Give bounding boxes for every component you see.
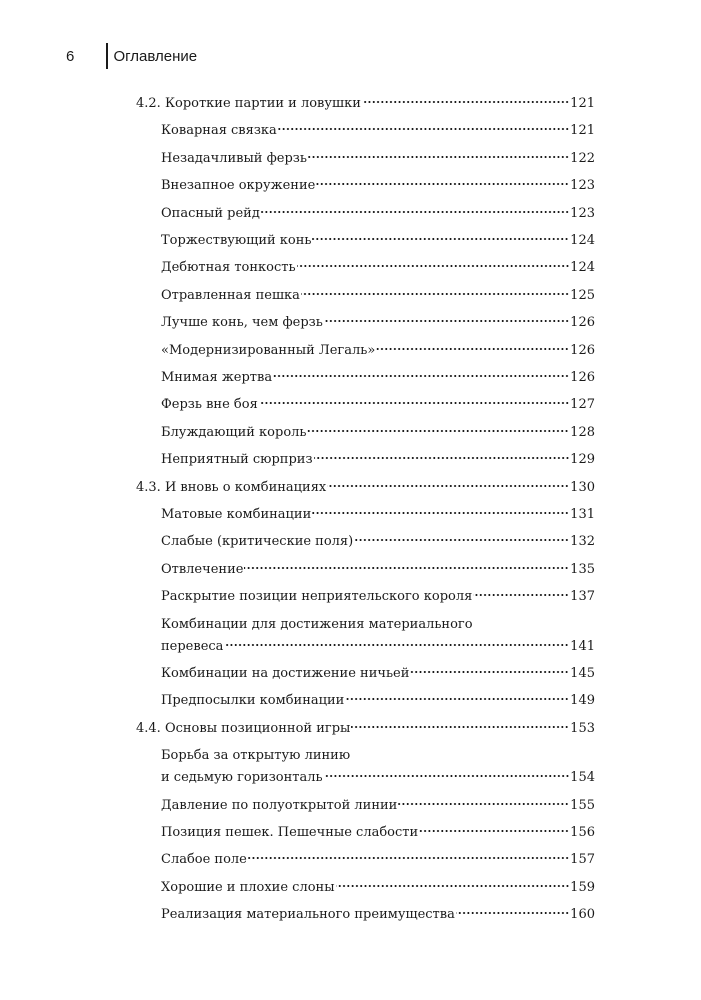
- dot-leader: [259, 401, 569, 405]
- toc-entry-title: и седьмую горизонталь: [161, 770, 323, 786]
- toc-entry-title: «Модернизированный Легаль»: [161, 342, 376, 358]
- toc-entry-page-number: 122: [570, 150, 595, 166]
- running-header: [66, 44, 197, 68]
- dot-leader: [301, 292, 569, 296]
- dot-leader: [327, 484, 569, 488]
- toc-entry-page-number: 132: [570, 534, 595, 550]
- toc-entry-page-number: 124: [570, 233, 595, 248]
- toc-entry-title: Отвлечение: [161, 561, 244, 577]
- toc-entry-page-number: 128: [570, 424, 595, 440]
- dot-leader: [419, 829, 569, 833]
- toc-entry-title-line1: Комбинации для достижения материального: [161, 616, 473, 632]
- toc-entry-title: Комбинации на достижение ничьей: [161, 666, 410, 681]
- dot-leader: [345, 697, 569, 701]
- toc-entry-title: 4.2. Короткие партии и ловушки: [136, 96, 361, 111]
- toc-entry-page-number: 160: [570, 907, 595, 923]
- dot-leader: [354, 538, 569, 542]
- dot-leader: [336, 884, 570, 888]
- toc-entry-page-number: 141: [570, 638, 595, 654]
- dot-leader: [376, 347, 569, 351]
- toc-entry-page-number: 123: [570, 178, 595, 194]
- dot-leader: [224, 643, 569, 647]
- toc-entry-title: Дебютная тонкость: [161, 260, 296, 276]
- dot-leader: [244, 566, 569, 570]
- dot-leader: [248, 856, 569, 860]
- toc-entry-title: Лучше конь, чем ферзь: [161, 315, 323, 331]
- page-number: 6: [66, 47, 75, 65]
- toc-entry-title: Торжествующий конь: [161, 233, 312, 248]
- toc-entry-title: Реализация материального преимущества: [161, 907, 455, 923]
- toc-entry-page-number: 154: [570, 770, 595, 786]
- toc-entry-page-number: 121: [570, 96, 595, 111]
- toc-entry-page-number: 123: [570, 205, 595, 221]
- toc-entry-page-number: 149: [570, 693, 595, 709]
- toc-entry-title: Неприятный сюрприз: [161, 452, 313, 468]
- running-title: Оглавление: [113, 47, 198, 65]
- toc-entry-page-number: 155: [570, 797, 595, 813]
- toc-entry-page-number: 135: [570, 561, 595, 577]
- toc-entry-page-number: 126: [570, 342, 595, 358]
- toc-entry-page-number: 126: [570, 370, 595, 385]
- dot-leader: [261, 210, 569, 214]
- toc-entry-title: Позиция пешек. Пешечные слабости: [161, 825, 419, 840]
- toc-entry-page-number: 129: [570, 452, 595, 468]
- toc-entry-title: Раскрытие позиции неприятельского короля: [161, 589, 473, 605]
- dot-leader: [324, 319, 569, 323]
- dot-leader: [273, 374, 569, 378]
- toc-entry-title: Слабые (критические поля): [161, 534, 354, 550]
- toc-entry-title: Предпосылки комбинации: [161, 693, 345, 709]
- toc-entry-page-number: 124: [570, 260, 595, 276]
- toc-entry-title: Хорошие и плохие слоны: [161, 879, 335, 895]
- header-divider: [106, 43, 108, 69]
- toc-entry-page-number: 137: [570, 589, 595, 605]
- dot-leader: [316, 182, 569, 186]
- toc-entry-page-number: 159: [570, 879, 595, 895]
- toc-entry-title: Коварная связка: [161, 123, 277, 139]
- toc-entry-title: перевеса: [161, 638, 224, 654]
- toc-entry-title: Блуждающий король: [161, 424, 307, 440]
- dot-leader: [456, 911, 569, 915]
- dot-leader: [398, 802, 569, 806]
- toc-entry-title: Мнимая жертва: [161, 370, 273, 385]
- toc-entry-title: Ферзь вне боя: [161, 397, 258, 413]
- toc-entry-page-number: 153: [570, 720, 595, 736]
- dot-leader: [314, 456, 570, 460]
- toc-entry-page-number: 130: [570, 479, 595, 495]
- toc-entry-page-number: 121: [570, 123, 595, 139]
- toc-entry-title: Давление по полуоткрытой линии: [161, 797, 398, 813]
- toc-entry-page-number: 125: [570, 287, 595, 303]
- dot-leader: [312, 511, 569, 515]
- toc-entry-title: Отравленная пешка: [161, 287, 300, 303]
- toc-entry-page-number: 127: [570, 397, 595, 413]
- dot-leader: [410, 670, 569, 674]
- toc-entry-title: Матовые комбинации: [161, 507, 312, 522]
- toc-entry-page-number: 145: [570, 666, 595, 681]
- dot-leader: [362, 100, 569, 104]
- toc-entry-title: Слабое поле: [161, 852, 247, 868]
- dot-leader: [308, 155, 569, 159]
- dot-leader: [307, 429, 569, 433]
- toc-entry-title: 4.4. Основы позиционной игры: [136, 720, 351, 736]
- toc-entry-page-number: 157: [570, 852, 595, 868]
- toc-entry-title: Незадачливый ферзь: [161, 150, 307, 166]
- toc-entry-page-number: 131: [570, 507, 595, 522]
- toc-entry-title-line1: Борьба за открытую линию: [161, 748, 351, 764]
- toc-entry-page-number: 156: [570, 825, 595, 840]
- toc-entry-title: Внезапное окружение: [161, 178, 316, 194]
- toc-entry-title: 4.3. И вновь о комбинациях: [136, 479, 327, 495]
- dot-leader: [312, 237, 569, 241]
- dot-leader: [473, 593, 569, 597]
- dot-leader: [351, 725, 569, 729]
- dot-leader: [297, 264, 570, 268]
- dot-leader: [278, 127, 569, 131]
- toc-entry-title: Опасный рейд: [161, 205, 260, 221]
- dot-leader: [324, 774, 570, 778]
- toc-entry-page-number: 126: [570, 315, 595, 331]
